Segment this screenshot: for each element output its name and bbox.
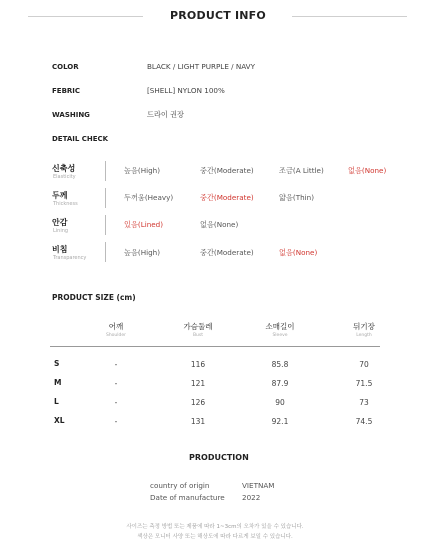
size-col-bust: 가슴둘레 xyxy=(183,322,213,331)
color-label: COLOR xyxy=(52,63,79,71)
size-l-length: 73 xyxy=(359,398,369,407)
thickness-option-heavy: 두꺼움(Heavy) xyxy=(124,193,174,202)
size-col-bust-en: Bust xyxy=(192,333,204,338)
size-row-m: M xyxy=(54,378,62,387)
size-row-xl: XL xyxy=(54,416,65,425)
lining-option-none: 없음(None) xyxy=(200,220,239,229)
size-row-l: L xyxy=(54,397,59,406)
size-s-sleeve: 85.8 xyxy=(271,360,289,369)
detail-label-thickness: 두께 xyxy=(52,191,68,200)
elasticity-option-moderate: 중간(Moderate) xyxy=(200,166,254,175)
header-line-right xyxy=(292,16,407,17)
size-col-length-en: Length xyxy=(356,333,372,338)
detail-divider xyxy=(105,188,106,208)
transparency-option-high: 높음(High) xyxy=(124,248,161,257)
detail-divider xyxy=(105,215,106,235)
size-m-bust: 121 xyxy=(190,379,206,388)
color-note: 색상은 모니터 사양 또는 해상도에 따라 다르게 보일 수 있습니다. xyxy=(137,534,293,540)
detail-sub-lining: Lining xyxy=(53,228,69,234)
size-col-shoulder: 어깨 xyxy=(108,322,124,331)
fabric-value: [SHELL] NYLON 100% xyxy=(147,86,225,95)
size-col-length: 뒤기장 xyxy=(353,322,375,331)
size-m-length: 71.5 xyxy=(355,379,373,388)
size-xl-bust: 131 xyxy=(190,417,206,426)
size-col-sleeve: 소매길이 xyxy=(265,322,295,331)
transparency-option-moderate: 중간(Moderate) xyxy=(200,248,254,257)
size-row-s: S xyxy=(54,359,60,368)
washing-value: 드라이 권장 xyxy=(147,110,185,119)
size-s-bust: 116 xyxy=(190,360,206,369)
detail-divider xyxy=(105,161,106,181)
production-date-value: 2022 xyxy=(242,493,261,502)
size-table-header-line xyxy=(50,346,380,347)
size-l-shoulder: - xyxy=(114,398,118,407)
production-date-label: Date of manufacture xyxy=(150,493,225,502)
washing-label: WASHING xyxy=(52,111,90,119)
size-xl-length: 74.5 xyxy=(355,417,373,426)
size-s-length: 70 xyxy=(359,360,369,369)
detail-sub-thickness: Thickness xyxy=(53,201,78,207)
color-value: BLACK / LIGHT PURPLE / NAVY xyxy=(147,62,255,71)
detail-divider xyxy=(105,242,106,262)
production-origin-value: VIETNAM xyxy=(242,481,275,490)
detail-sub-transparency: Transparency xyxy=(53,255,87,261)
size-col-sleeve-en: Sleeve xyxy=(272,333,288,338)
production-origin-label: country of origin xyxy=(150,481,210,490)
thickness-option-moderate: 중간(Moderate) xyxy=(200,193,254,202)
size-l-bust: 126 xyxy=(190,398,206,407)
size-l-sleeve: 90 xyxy=(275,398,285,407)
elasticity-option-none: 없음(None) xyxy=(348,166,387,175)
elasticity-option-high: 높음(High) xyxy=(124,166,161,175)
size-xl-shoulder: - xyxy=(114,417,118,426)
detail-sub-elasticity: Elasticity xyxy=(53,174,76,180)
detail-label-elasticity: 신축성 xyxy=(52,164,76,173)
production-title: PRODUCTION xyxy=(189,453,249,462)
detail-label-lining: 안감 xyxy=(52,218,68,227)
size-xl-sleeve: 92.1 xyxy=(271,417,289,426)
size-title: PRODUCT SIZE (cm) xyxy=(52,293,136,302)
fabric-label: FEBRIC xyxy=(52,87,81,95)
detail-check-title: DETAIL CHECK xyxy=(52,135,109,143)
size-col-shoulder-en: Shoulder xyxy=(105,333,127,338)
thickness-option-thin: 얇음(Thin) xyxy=(279,193,314,202)
size-s-shoulder: - xyxy=(114,360,118,369)
size-note: 사이즈는 측정 방법 또는 제품에 따라 1~3cm의 오차가 있을 수 있습니다. xyxy=(126,524,304,530)
header-line-left xyxy=(28,16,143,17)
transparency-option-none: 없음(None) xyxy=(279,248,318,257)
size-m-sleeve: 87.9 xyxy=(271,379,289,388)
elasticity-option-little: 조금(A Little) xyxy=(279,166,324,175)
page-title: PRODUCT INFO xyxy=(170,9,266,22)
lining-option-lined: 있음(Lined) xyxy=(124,220,164,229)
size-m-shoulder: - xyxy=(114,379,118,388)
detail-label-transparency: 비침 xyxy=(52,245,68,254)
